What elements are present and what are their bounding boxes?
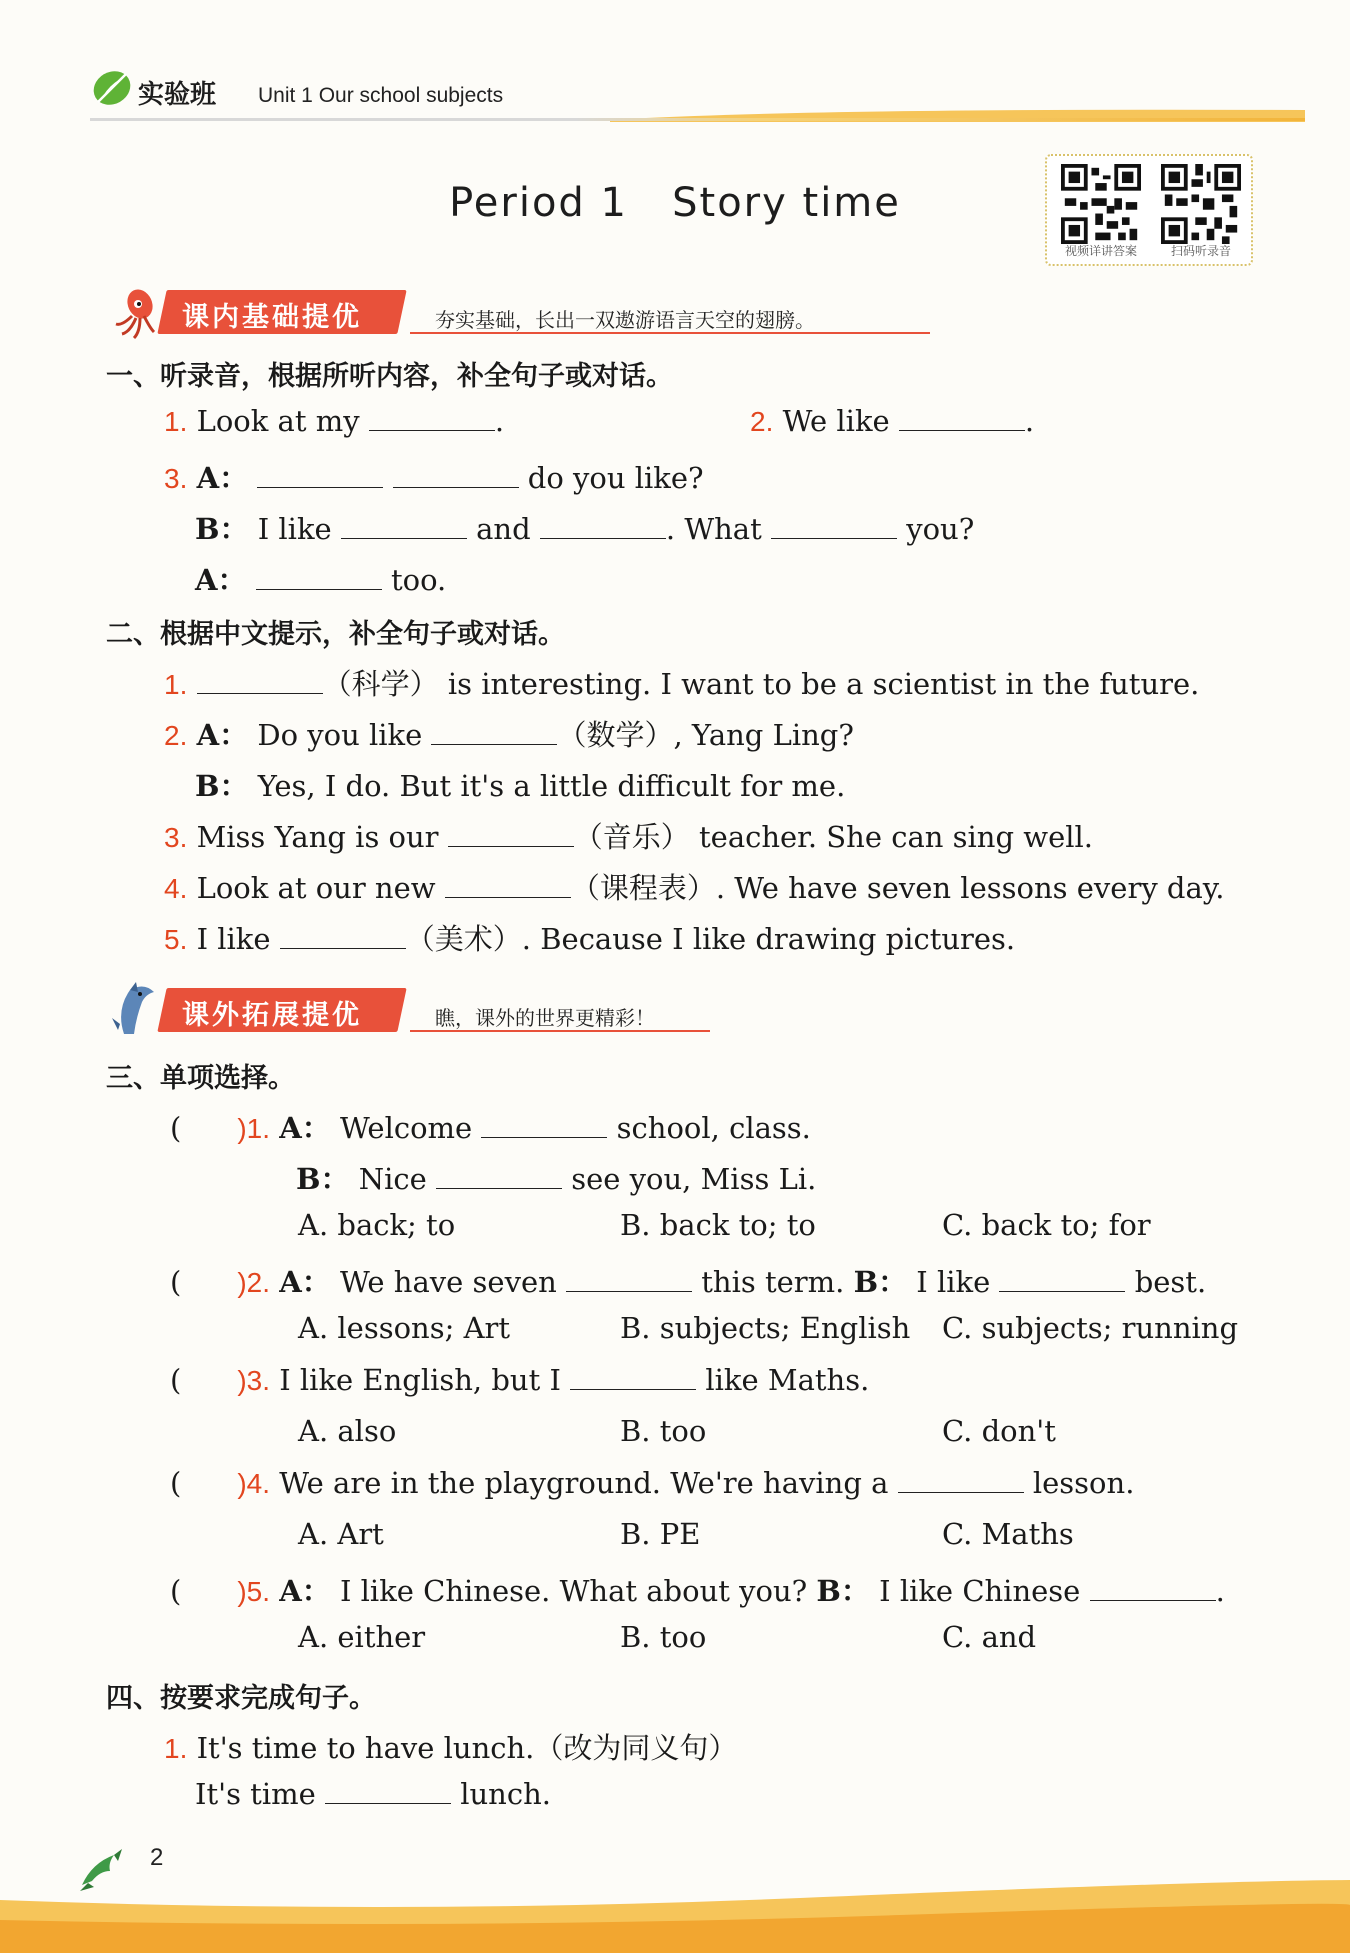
unit-title: Unit 1 Our school subjects bbox=[258, 84, 504, 107]
qr-caption-video: 视频详讲答案 bbox=[1064, 244, 1137, 258]
question-2-1: 1. （科学） is interesting. I want to be a scientist in the future. bbox=[164, 667, 1200, 701]
question-2-2-a: 2. A： Do you like （数学）, Yang Ling? bbox=[164, 718, 854, 752]
answer-blank[interactable] bbox=[393, 462, 519, 488]
answer-blank[interactable] bbox=[325, 1778, 451, 1804]
question-1-3-a: 3. A： do you like? bbox=[164, 461, 704, 495]
qr-code-panel bbox=[1045, 154, 1253, 266]
option-b[interactable]: B. subjects; English bbox=[620, 1311, 911, 1345]
option-a[interactable]: A. also bbox=[298, 1414, 397, 1448]
answer-blank[interactable] bbox=[197, 668, 323, 694]
answer-blank[interactable] bbox=[481, 1112, 607, 1138]
option-a[interactable]: A. either bbox=[298, 1620, 426, 1654]
answer-blank[interactable] bbox=[771, 513, 897, 539]
question-1-2: 2. We like . bbox=[750, 404, 1035, 438]
question-4-1-answer: It's time lunch. bbox=[195, 1777, 551, 1811]
answer-blank[interactable] bbox=[1090, 1575, 1216, 1601]
answer-blank[interactable] bbox=[445, 872, 571, 898]
question-2-5: 5. I like （美术）. Because I like drawing pictures. bbox=[164, 922, 1016, 956]
answer-blank[interactable] bbox=[280, 923, 406, 949]
answer-blank[interactable] bbox=[899, 405, 1025, 431]
qr-code-video-icon bbox=[1061, 164, 1141, 244]
brand-name: 实验班 bbox=[138, 80, 217, 110]
qr-code-audio-icon bbox=[1161, 164, 1241, 244]
option-a[interactable]: A. back; to bbox=[298, 1208, 456, 1242]
choice-question-1: ( )1. A： Welcome school, class. bbox=[170, 1111, 811, 1145]
page-number: 2 bbox=[150, 1844, 164, 1871]
choice-question-1-b: B： Nice see you, Miss Li. bbox=[296, 1162, 817, 1196]
choice-question-2: ( )2. A： We have seven this term. B： I like best. bbox=[170, 1265, 1207, 1299]
option-c[interactable]: C. subjects; running bbox=[942, 1311, 1239, 1345]
option-c[interactable]: C. don't bbox=[942, 1414, 1056, 1448]
answer-blank[interactable] bbox=[369, 405, 495, 431]
question-2-3: 3. Miss Yang is our （音乐） teacher. She can sing well. bbox=[164, 820, 1094, 854]
choice-question-4: ( )4. We are in the playground. We're having a lesson. bbox=[170, 1466, 1135, 1500]
answer-blank[interactable] bbox=[566, 1266, 692, 1292]
option-c[interactable]: C. and bbox=[942, 1620, 1037, 1654]
option-a[interactable]: A. Art bbox=[298, 1517, 384, 1551]
footer-wave-decoration bbox=[0, 1860, 1350, 1953]
header-divider bbox=[90, 118, 1305, 121]
answer-paren-space[interactable] bbox=[181, 1266, 237, 1292]
option-c[interactable]: C. back to; for bbox=[942, 1208, 1151, 1242]
banner-underline bbox=[410, 1030, 710, 1032]
banner-underline bbox=[410, 332, 930, 334]
answer-paren-space[interactable] bbox=[181, 1364, 237, 1390]
answer-blank[interactable] bbox=[431, 719, 557, 745]
banner-slogan: 瞧，课外的世界更精彩！ bbox=[435, 1006, 655, 1030]
choice-question-5: ( )5. A： I like Chinese. What about you? B： I like Chinese . bbox=[170, 1574, 1225, 1608]
section-heading-1: 一、听录音，根据所听内容，补全句子或对话。 bbox=[106, 361, 673, 392]
qr-caption-audio: 扫码听录音 bbox=[1170, 244, 1231, 258]
answer-blank[interactable] bbox=[448, 821, 574, 847]
page-header bbox=[90, 60, 1305, 130]
answer-blank[interactable] bbox=[540, 513, 666, 539]
leaf-logo-icon bbox=[90, 64, 134, 108]
option-a[interactable]: A. lessons; Art bbox=[298, 1311, 511, 1345]
question-2-2-b: B： Yes, I do. But it's a little difficult for me. bbox=[195, 769, 846, 803]
answer-blank[interactable] bbox=[341, 513, 467, 539]
option-b[interactable]: B. back to; to bbox=[620, 1208, 816, 1242]
answer-blank[interactable] bbox=[436, 1163, 562, 1189]
page-title: Period 1 Story time bbox=[449, 180, 901, 226]
banner-basic bbox=[110, 282, 930, 342]
option-c[interactable]: C. Maths bbox=[942, 1517, 1074, 1551]
option-b[interactable]: B. too bbox=[620, 1620, 707, 1654]
question-1-3-b: B： I like and . What you? bbox=[195, 512, 975, 546]
section-heading-2: 二、根据中文提示，补全句子或对话。 bbox=[106, 619, 565, 650]
section-heading-4: 四、按要求完成句子。 bbox=[106, 1683, 376, 1714]
answer-paren-space[interactable] bbox=[181, 1112, 237, 1138]
question-4-1: 1. It's time to have lunch.（改为同义句） bbox=[164, 1731, 738, 1765]
banner-label: 课内基础提优 bbox=[182, 302, 362, 333]
answer-paren-space[interactable] bbox=[181, 1467, 237, 1493]
question-1-1: 1. Look at my . bbox=[164, 404, 505, 438]
answer-blank[interactable] bbox=[570, 1364, 696, 1390]
question-1-3-a2: A： too. bbox=[195, 563, 447, 597]
answer-blank[interactable] bbox=[999, 1266, 1125, 1292]
answer-paren-space[interactable] bbox=[181, 1575, 237, 1601]
answer-blank[interactable] bbox=[898, 1467, 1024, 1493]
answer-blank[interactable] bbox=[256, 564, 382, 590]
option-b[interactable]: B. PE bbox=[620, 1517, 701, 1551]
choice-question-3: ( )3. I like English, but I like Maths. bbox=[170, 1363, 870, 1397]
banner-slogan: 夯实基础，长出一双遨游语言天空的翅膀。 bbox=[435, 308, 815, 332]
section-heading-3: 三、单项选择。 bbox=[106, 1063, 295, 1094]
banner-label: 课外拓展提优 bbox=[182, 1000, 362, 1031]
question-2-4: 4. Look at our new （课程表）. We have seven lessons every day. bbox=[164, 871, 1225, 905]
banner-extended bbox=[110, 980, 710, 1040]
answer-blank[interactable] bbox=[257, 462, 383, 488]
option-b[interactable]: B. too bbox=[620, 1414, 707, 1448]
